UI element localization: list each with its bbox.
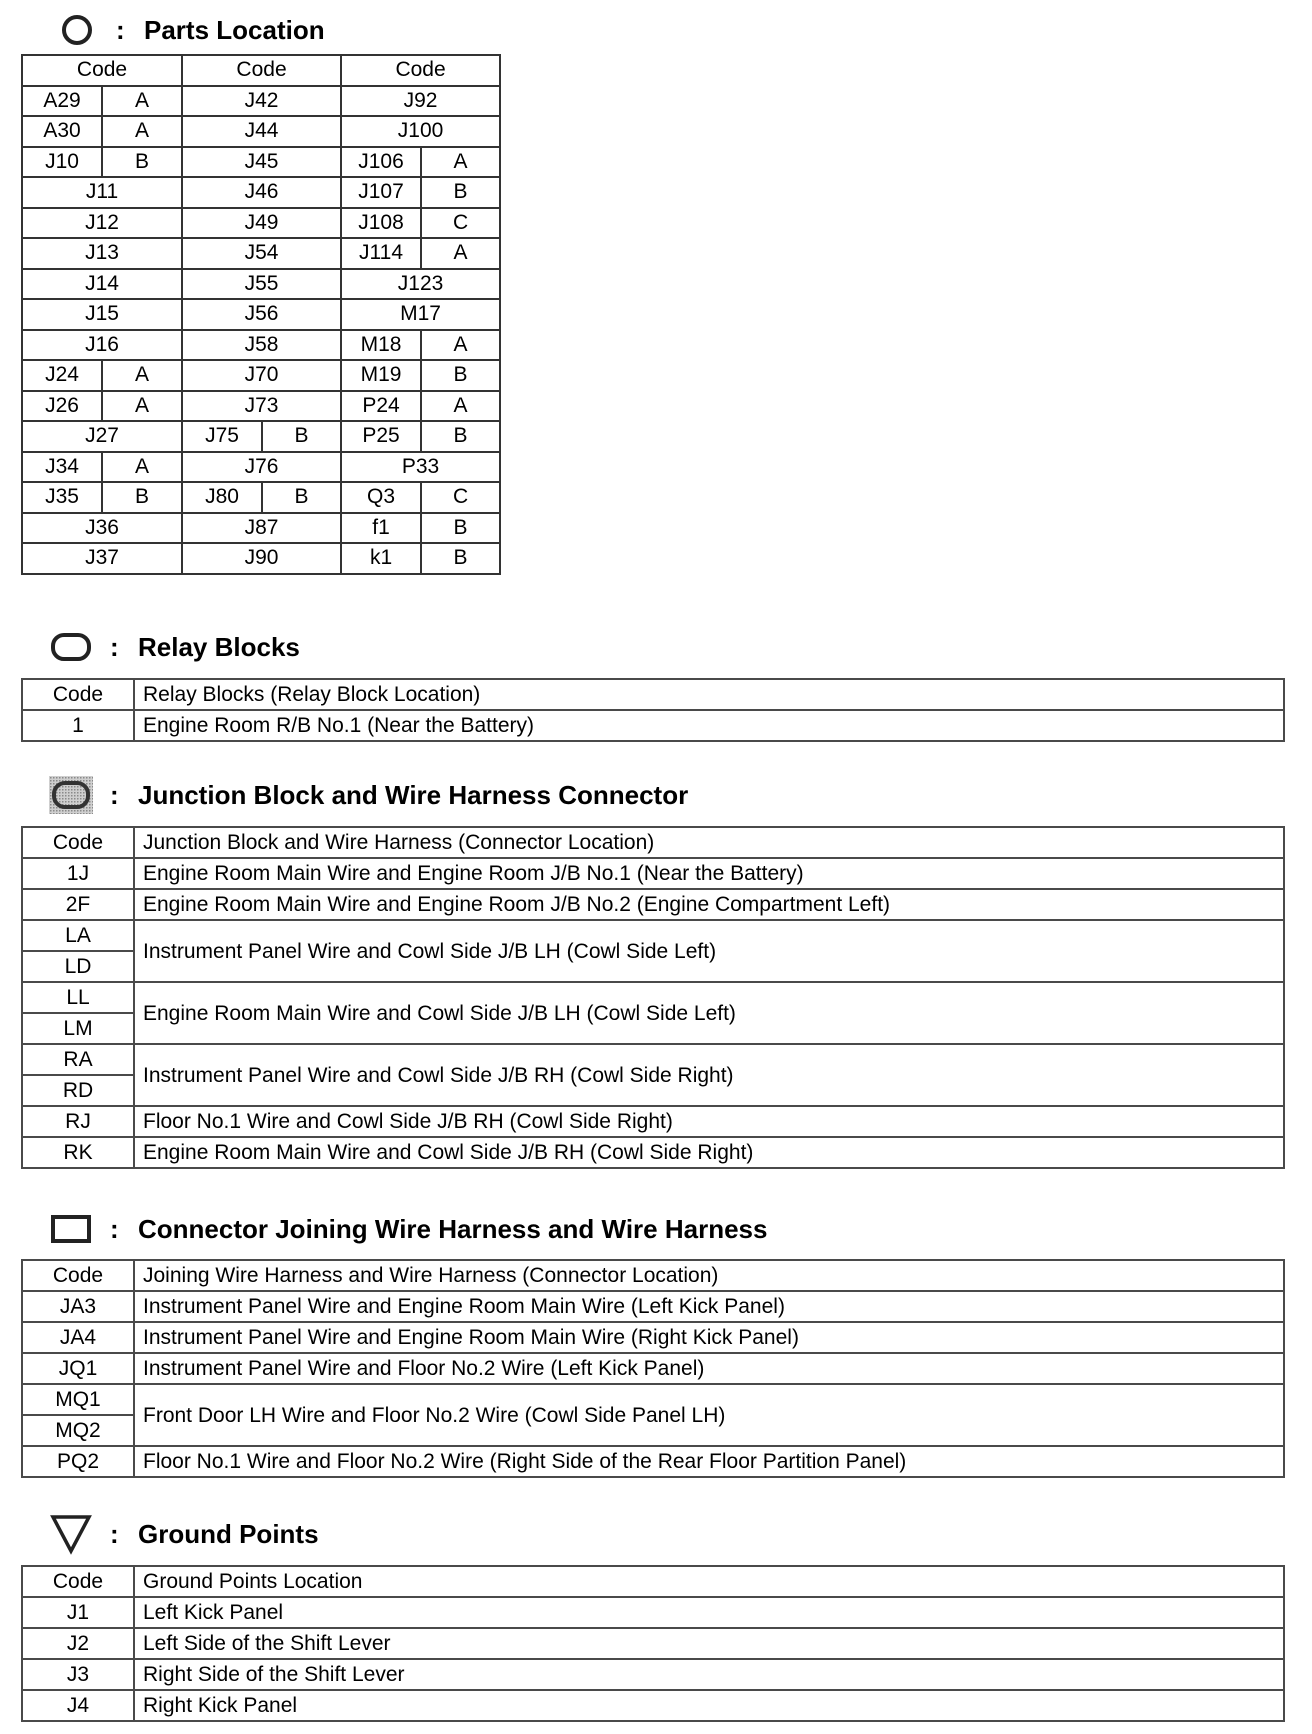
part-location-letter: B	[421, 177, 500, 208]
junction-block-heading	[44, 775, 688, 815]
table-row	[22, 1322, 1284, 1353]
colon: :	[110, 1213, 119, 1244]
code-column-header: Code	[22, 1566, 134, 1597]
colon: :	[110, 631, 119, 662]
relay-blocks-table	[21, 678, 1285, 742]
part-code: J45	[182, 147, 341, 178]
part-code: J36	[22, 513, 182, 544]
circle-icon	[50, 10, 104, 50]
connector-joining-table	[21, 1259, 1285, 1478]
part-code: P25	[341, 421, 421, 452]
section-title: Ground Points	[138, 1518, 319, 1549]
parts-location-heading	[50, 10, 325, 50]
description-cell: Right Kick Panel	[134, 1690, 1284, 1721]
table-row	[22, 1690, 1284, 1721]
table-row	[22, 1137, 1284, 1168]
parts-location-table	[21, 54, 501, 575]
description-cell: Right Side of the Shift Lever	[134, 1659, 1284, 1690]
code-column-header: Code	[22, 679, 134, 710]
part-code: M18	[341, 330, 421, 361]
part-code: J12	[22, 208, 182, 239]
table-row	[22, 513, 500, 544]
description-cell: Instrument Panel Wire and Engine Room Main Wire (Right Kick Panel)	[134, 1322, 1284, 1353]
part-code: A30	[22, 116, 102, 147]
description-cell: Instrument Panel Wire and Cowl Side J/B LH (Cowl Side Left)	[134, 920, 1284, 982]
table-row	[22, 1446, 1284, 1477]
part-location-letter: C	[421, 208, 500, 239]
description-column-header: Joining Wire Harness and Wire Harness (Connector Location)	[134, 1260, 1284, 1291]
description-cell: Instrument Panel Wire and Engine Room Main Wire (Left Kick Panel)	[134, 1291, 1284, 1322]
code-cell: J3	[22, 1659, 134, 1690]
part-code: J123	[341, 269, 500, 300]
part-code: Q3	[341, 482, 421, 513]
part-code: J106	[341, 147, 421, 178]
part-code: J73	[182, 391, 341, 422]
description-cell: Engine Room Main Wire and Cowl Side J/B LH (Cowl Side Left)	[134, 982, 1284, 1044]
table-row	[22, 1384, 1284, 1415]
rounded-rectangle-icon	[44, 627, 98, 667]
table-row	[22, 1628, 1284, 1659]
part-code: f1	[341, 513, 421, 544]
relay-blocks-heading	[44, 627, 300, 667]
part-code: J107	[341, 177, 421, 208]
table-row	[22, 1659, 1284, 1690]
part-location-letter: B	[421, 360, 500, 391]
part-code: P33	[341, 452, 500, 483]
part-code: J92	[341, 86, 500, 117]
table-row	[22, 330, 500, 361]
part-code: J24	[22, 360, 102, 391]
table-row	[22, 1291, 1284, 1322]
table-header-row	[22, 827, 1284, 858]
description-cell: Engine Room R/B No.1 (Near the Battery)	[134, 710, 1284, 741]
part-location-letter: A	[102, 391, 182, 422]
part-code: J70	[182, 360, 341, 391]
part-location-letter: B	[102, 482, 182, 513]
part-location-letter: A	[102, 452, 182, 483]
part-code: J15	[22, 299, 182, 330]
part-location-letter: A	[421, 147, 500, 178]
part-code: J10	[22, 147, 102, 178]
part-location-letter: B	[421, 421, 500, 452]
table-row	[22, 920, 1284, 951]
part-code: J35	[22, 482, 102, 513]
code-cell: RA	[22, 1044, 134, 1075]
part-code: J90	[182, 543, 341, 574]
part-code: J26	[22, 391, 102, 422]
part-location-letter: C	[421, 482, 500, 513]
part-location-letter: A	[102, 116, 182, 147]
part-code: J44	[182, 116, 341, 147]
table-row	[22, 147, 500, 178]
code-cell: MQ1	[22, 1384, 134, 1415]
table-row	[22, 208, 500, 239]
part-code: M19	[341, 360, 421, 391]
junction-block-table	[21, 826, 1285, 1169]
part-code: P24	[341, 391, 421, 422]
code-cell: 1J	[22, 858, 134, 889]
section-title: Junction Block and Wire Harness Connector	[138, 779, 689, 810]
part-code: J55	[182, 269, 341, 300]
table-row	[22, 177, 500, 208]
part-code: M17	[341, 299, 500, 330]
part-code: J80	[182, 482, 262, 513]
code-cell: RD	[22, 1075, 134, 1106]
code-cell: LM	[22, 1013, 134, 1044]
code-cell: LA	[22, 920, 134, 951]
part-code: J16	[22, 330, 182, 361]
description-cell: Front Door LH Wire and Floor No.2 Wire (Cowl Side Panel LH)	[134, 1384, 1284, 1446]
part-code: J34	[22, 452, 102, 483]
part-code: J76	[182, 452, 341, 483]
table-header-row	[22, 1566, 1284, 1597]
part-location-letter: A	[421, 391, 500, 422]
colon: :	[110, 779, 119, 810]
part-code: J58	[182, 330, 341, 361]
table-row	[22, 269, 500, 300]
part-location-letter: A	[421, 330, 500, 361]
part-code: J108	[341, 208, 421, 239]
part-location-letter: B	[262, 421, 341, 452]
table-row	[22, 391, 500, 422]
code-column-header: Code	[22, 1260, 134, 1291]
code-cell: J1	[22, 1597, 134, 1628]
table-row	[22, 299, 500, 330]
section-title: Connector Joining Wire Harness and Wire Harness	[138, 1213, 768, 1244]
code-cell: RK	[22, 1137, 134, 1168]
part-code: J42	[182, 86, 341, 117]
triangle-icon	[44, 1514, 98, 1554]
ground-points-table	[21, 1565, 1285, 1722]
description-column-header: Relay Blocks (Relay Block Location)	[134, 679, 1284, 710]
part-code: J14	[22, 269, 182, 300]
table-row	[22, 858, 1284, 889]
part-location-letter: B	[262, 482, 341, 513]
part-code: J27	[22, 421, 182, 452]
table-row	[22, 543, 500, 574]
part-location-letter: A	[421, 238, 500, 269]
table-row	[22, 889, 1284, 920]
section-title: Parts Location	[144, 14, 325, 45]
description-cell: Instrument Panel Wire and Cowl Side J/B RH (Cowl Side Right)	[134, 1044, 1284, 1106]
part-code: J114	[341, 238, 421, 269]
part-code: J56	[182, 299, 341, 330]
part-code: k1	[341, 543, 421, 574]
table-row	[22, 1353, 1284, 1384]
description-column-header: Junction Block and Wire Harness (Connector Location)	[134, 827, 1284, 858]
part-code: J87	[182, 513, 341, 544]
table-header-row	[22, 679, 1284, 710]
description-cell: Engine Room Main Wire and Engine Room J/B No.2 (Engine Compartment Left)	[134, 889, 1284, 920]
description-cell: Floor No.1 Wire and Floor No.2 Wire (Right Side of the Rear Floor Partition Panel)	[134, 1446, 1284, 1477]
table-row	[22, 482, 500, 513]
part-code: J37	[22, 543, 182, 574]
part-code: A29	[22, 86, 102, 117]
table-row	[22, 86, 500, 117]
code-cell: PQ2	[22, 1446, 134, 1477]
description-cell: Engine Room Main Wire and Cowl Side J/B RH (Cowl Side Right)	[134, 1137, 1284, 1168]
code-cell: J2	[22, 1628, 134, 1659]
table-row	[22, 982, 1284, 1013]
description-cell: Instrument Panel Wire and Floor No.2 Wire (Left Kick Panel)	[134, 1353, 1284, 1384]
column-header: Code	[182, 55, 341, 86]
colon: :	[116, 14, 125, 45]
table-row	[22, 1597, 1284, 1628]
section-title: Relay Blocks	[138, 631, 300, 662]
code-cell: LD	[22, 951, 134, 982]
part-code: J11	[22, 177, 182, 208]
code-cell: RJ	[22, 1106, 134, 1137]
table-row	[22, 238, 500, 269]
code-cell: 1	[22, 710, 134, 741]
part-location-letter: B	[102, 147, 182, 178]
code-column-header: Code	[22, 827, 134, 858]
table-row	[22, 116, 500, 147]
description-cell: Left Kick Panel	[134, 1597, 1284, 1628]
code-cell: LL	[22, 982, 134, 1013]
code-cell: J4	[22, 1690, 134, 1721]
part-code: J46	[182, 177, 341, 208]
column-header: Code	[341, 55, 500, 86]
table-row	[22, 1044, 1284, 1075]
part-location-letter: A	[102, 86, 182, 117]
part-code: J75	[182, 421, 262, 452]
description-column-header: Ground Points Location	[134, 1566, 1284, 1597]
rectangle-icon	[44, 1209, 98, 1249]
part-location-letter: A	[102, 360, 182, 391]
code-cell: JA3	[22, 1291, 134, 1322]
description-cell: Engine Room Main Wire and Engine Room J/B No.1 (Near the Battery)	[134, 858, 1284, 889]
code-cell: MQ2	[22, 1415, 134, 1446]
description-cell: Floor No.1 Wire and Cowl Side J/B RH (Cowl Side Right)	[134, 1106, 1284, 1137]
code-cell: JQ1	[22, 1353, 134, 1384]
code-cell: 2F	[22, 889, 134, 920]
part-code: J100	[341, 116, 500, 147]
code-cell: JA4	[22, 1322, 134, 1353]
column-header: Code	[22, 55, 182, 86]
ground-points-heading	[44, 1514, 319, 1554]
connector-joining-heading	[44, 1209, 767, 1249]
colon: :	[110, 1518, 119, 1549]
table-row	[22, 710, 1284, 741]
table-row	[22, 452, 500, 483]
table-header-row	[22, 1260, 1284, 1291]
part-code: J54	[182, 238, 341, 269]
part-code: J49	[182, 208, 341, 239]
table-row	[22, 1106, 1284, 1137]
part-location-letter: B	[421, 513, 500, 544]
shaded-rounded-rectangle-icon	[44, 775, 98, 815]
table-row	[22, 421, 500, 452]
table-row	[22, 360, 500, 391]
part-code: J13	[22, 238, 182, 269]
table-header-row	[22, 55, 500, 86]
part-location-letter: B	[421, 543, 500, 574]
description-cell: Left Side of the Shift Lever	[134, 1628, 1284, 1659]
